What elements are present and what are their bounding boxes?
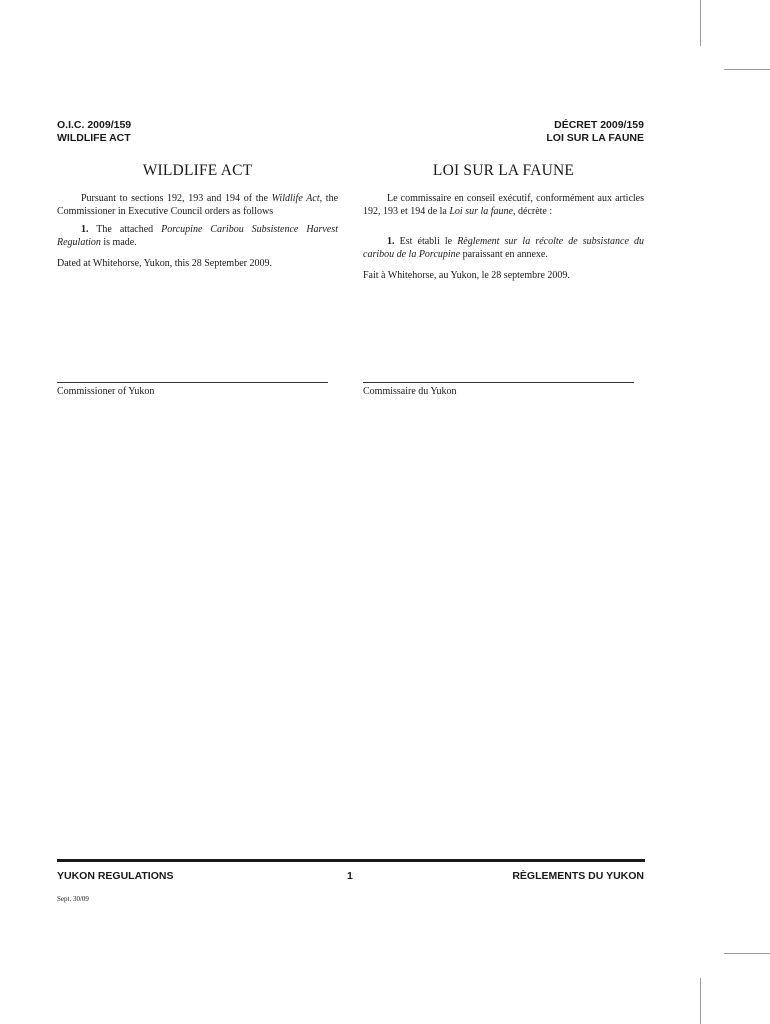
title-en: WILDLIFE ACT <box>142 162 253 179</box>
footer-date: Sept. 30/09 <box>57 895 89 903</box>
crop-mark-top-right <box>724 69 770 70</box>
header-right <box>546 119 644 145</box>
act-name-en: WILDLIFE ACT <box>57 132 131 144</box>
crop-mark-bottom-right <box>724 953 770 954</box>
section-1-fr: 1. Est établi le Règlement sur la récolte de subsistance du caribou de la Porcupine paraissant en annexe. <box>363 236 644 260</box>
section-1-en: 1. The attached Porcupine Caribou Subsistence Harvest Regulation is made. <box>57 224 338 248</box>
footer-right: RÈGLEMENTS DU YUKON <box>512 870 644 882</box>
signature-line-fr <box>363 382 634 383</box>
title-fr: LOI SUR LA FAUNE <box>432 162 575 179</box>
dated-en: Dated at Whitehorse, Yukon, this 28 September 2009. <box>57 258 272 269</box>
crop-mark-top <box>700 0 701 46</box>
oic-number: O.I.C. 2009/159 <box>57 119 132 131</box>
footer-left: YUKON REGULATIONS <box>57 870 174 882</box>
header-left <box>57 119 131 145</box>
english-column <box>57 193 338 271</box>
preamble-en: Pursuant to sections 192, 193 and 194 of the Wildlife Act, the Commissioner in Executive Council orders as follows <box>57 193 339 217</box>
crop-mark-bottom <box>700 978 701 1024</box>
act-name-fr: LOI SUR LA FAUNE <box>546 132 644 144</box>
decret-number: DÉCRET 2009/159 <box>554 119 644 131</box>
french-column <box>363 193 644 283</box>
footer-rule <box>57 859 645 862</box>
signature-label-fr: Commissaire du Yukon <box>363 386 457 397</box>
signature-line-en <box>57 382 328 383</box>
signature-label-en: Commissioner of Yukon <box>57 386 155 397</box>
preamble-fr: Le commissaire en conseil exécutif, conformément aux articles 192, 193 et 194 de la Loi sur la faune, décrète : <box>363 193 644 217</box>
page-number: 1 <box>347 870 353 882</box>
dated-fr: Fait à Whitehorse, au Yukon, le 28 septembre 2009. <box>363 270 570 281</box>
